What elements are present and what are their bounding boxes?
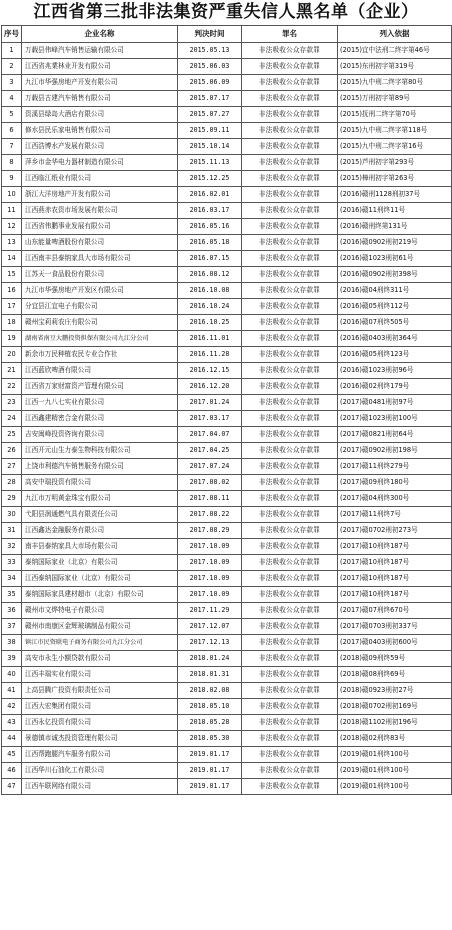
row-date-cell: 2018.05.10: [178, 699, 242, 715]
row-company-cell: 泰纳国际家业（北京）有限公司: [22, 555, 178, 571]
row-basis-cell: (2018)赣02刑终83号: [338, 731, 452, 747]
row-basis-cell: (2017)赣07刑终670号: [338, 603, 452, 619]
row-date-cell: 2016.10.24: [178, 299, 242, 315]
row-basis-cell: (2016)赣11刑终11号: [338, 203, 452, 219]
table-row: [2, 283, 452, 299]
row-company-cell: 南丰县泰纳家具大市场有限公司: [22, 539, 178, 555]
row-seq-cell: 10: [2, 187, 22, 203]
row-company-cell: 江西浩博水产发展有限公司: [22, 139, 178, 155]
row-crime-cell: 非法吸收公众存款罪: [242, 203, 338, 219]
row-seq-cell: 30: [2, 507, 22, 523]
row-seq-cell: 21: [2, 363, 22, 379]
row-crime-cell: 非法吸收公众存款罪: [242, 379, 338, 395]
row-basis-cell: (2015)芦刑初字第293号: [338, 155, 452, 171]
row-crime-cell: 非法吸收公众存款罪: [242, 443, 338, 459]
table-row: [2, 235, 452, 251]
row-basis-cell: (2015)抚刑二终字第70号: [338, 107, 452, 123]
row-crime-cell: 非法吸收公众存款罪: [242, 235, 338, 251]
row-basis-cell: (2016)赣1023刑初61号: [338, 251, 452, 267]
row-date-cell: 2016.05.16: [178, 219, 242, 235]
row-seq-cell: 15: [2, 267, 22, 283]
document-title: 江西省第三批非法集资严重失信人黑名单（企业）: [33, 2, 419, 22]
row-seq-cell: 36: [2, 603, 22, 619]
table-row: [2, 763, 452, 779]
row-date-cell: 2017.08.02: [178, 475, 242, 491]
table-row: [2, 475, 452, 491]
row-date-cell: 2015.10.14: [178, 139, 242, 155]
row-company-cell: 万载县伟峰汽车销售运输有限公司: [22, 43, 178, 59]
row-basis-cell: (2018)赣09刑终59号: [338, 651, 452, 667]
row-crime-cell: 非法吸收公众存款罪: [242, 91, 338, 107]
table-row: [2, 443, 452, 459]
row-crime-cell: 非法吸收公众存款罪: [242, 507, 338, 523]
table-row: [2, 171, 452, 187]
row-basis-cell: (2017)赣1023刑初100号: [338, 411, 452, 427]
row-seq-cell: 8: [2, 155, 22, 171]
row-crime-cell: 非法吸收公众存款罪: [242, 763, 338, 779]
row-basis-cell: (2016)赣刑1128刑初37号: [338, 187, 452, 203]
row-crime-cell: 非法吸收公众存款罪: [242, 459, 338, 475]
row-crime-cell: 非法吸收公众存款罪: [242, 363, 338, 379]
row-date-cell: 2017.04.25: [178, 443, 242, 459]
row-date-cell: 2017.03.17: [178, 411, 242, 427]
row-date-cell: 2017.10.09: [178, 539, 242, 555]
row-crime-cell: 非法吸收公众存款罪: [242, 331, 338, 347]
row-seq-cell: 26: [2, 443, 22, 459]
row-company-cell: 赣州市文烨特电子有限公司: [22, 603, 178, 619]
row-basis-cell: (2019)赣01刑终100号: [338, 763, 452, 779]
row-crime-cell: 非法吸收公众存款罪: [242, 251, 338, 267]
row-crime-cell: 非法吸收公众存款罪: [242, 299, 338, 315]
row-seq-cell: 11: [2, 203, 22, 219]
row-date-cell: 2017.10.09: [178, 571, 242, 587]
row-seq-cell: 3: [2, 75, 22, 91]
table-row: [2, 251, 452, 267]
table-row: [2, 91, 452, 107]
table-row: [2, 555, 452, 571]
row-company-cell: 江西帮跑腿汽车服务有限公司: [22, 747, 178, 763]
row-basis-cell: (2018)赣0923刑初27号: [338, 683, 452, 699]
row-date-cell: 2015.06.03: [178, 59, 242, 75]
row-company-cell: 万载县古建汽车销售有限公司: [22, 91, 178, 107]
row-seq-cell: 31: [2, 523, 22, 539]
row-seq-cell: 47: [2, 779, 22, 795]
table-row: [2, 267, 452, 283]
table-row: [2, 107, 452, 123]
row-crime-cell: 非法吸收公众存款罪: [242, 283, 338, 299]
table-row: [2, 395, 452, 411]
row-seq-cell: 20: [2, 347, 22, 363]
row-seq-cell: 12: [2, 219, 22, 235]
row-date-cell: 2017.10.09: [178, 555, 242, 571]
table-row: [2, 603, 452, 619]
row-basis-cell: (2015)宜中法刑二终字第46号: [338, 43, 452, 59]
row-seq-cell: 2: [2, 59, 22, 75]
row-date-cell: 2017.08.29: [178, 523, 242, 539]
table-row: [2, 43, 452, 59]
row-crime-cell: 非法吸收公众存款罪: [242, 43, 338, 59]
row-seq-cell: 34: [2, 571, 22, 587]
row-seq-cell: 1: [2, 43, 22, 59]
row-basis-cell: (2017)赣10刑终187号: [338, 587, 452, 603]
row-seq-cell: 24: [2, 411, 22, 427]
table-row: [2, 347, 452, 363]
row-seq-cell: 22: [2, 379, 22, 395]
row-crime-cell: 非法吸收公众存款罪: [242, 731, 338, 747]
table-row: [2, 523, 452, 539]
row-seq-cell: 35: [2, 587, 22, 603]
row-basis-cell: (2017)赣0821刑初64号: [338, 427, 452, 443]
row-company-cell: 江西车联网络有限公司: [22, 779, 178, 795]
row-company-cell: 江西一九八七实业有限公司: [22, 395, 178, 411]
row-date-cell: 2018.05.30: [178, 731, 242, 747]
row-basis-cell: (2017)赣11刑终279号: [338, 459, 452, 475]
table-row: [2, 187, 452, 203]
row-date-cell: 2019.01.17: [178, 747, 242, 763]
row-seq-cell: 7: [2, 139, 22, 155]
row-crime-cell: 非法吸收公众存款罪: [242, 699, 338, 715]
table-row: [2, 299, 452, 315]
table-row: [2, 331, 452, 347]
row-crime-cell: 非法吸收公众存款罪: [242, 619, 338, 635]
row-date-cell: 2017.07.24: [178, 459, 242, 475]
row-date-cell: 2015.09.11: [178, 123, 242, 139]
row-basis-cell: (2018)赣0702刑初169号: [338, 699, 452, 715]
row-company-cell: 江西泰纳国际家业（北京）有限公司: [22, 571, 178, 587]
row-company-cell: 江西省万家财富资产管理有限公司: [22, 379, 178, 395]
row-seq-cell: 6: [2, 123, 22, 139]
row-crime-cell: 非法吸收公众存款罪: [242, 395, 338, 411]
row-basis-cell: (2017)赣0403刑初600号: [338, 635, 452, 651]
row-basis-cell: (2017)赣0703刑初337号: [338, 619, 452, 635]
row-company-cell: 赣州宝莉莉农庄有限公司: [22, 315, 178, 331]
row-date-cell: 2016.07.15: [178, 251, 242, 267]
row-basis-cell: (2015)九中刑二终字第80号: [338, 75, 452, 91]
row-seq-cell: 23: [2, 395, 22, 411]
row-seq-cell: 42: [2, 699, 22, 715]
row-company-cell: 上高县腾广投资有限责任公司: [22, 683, 178, 699]
row-date-cell: 2015.07.27: [178, 107, 242, 123]
row-crime-cell: 非法吸收公众存款罪: [242, 715, 338, 731]
table-row: [2, 539, 452, 555]
row-basis-cell: (2018)赣08刑终69号: [338, 667, 452, 683]
row-company-cell: 江西省伟鹏事业发展有限公司: [22, 219, 178, 235]
row-basis-cell: (2016)赣1023刑初96号: [338, 363, 452, 379]
table-row: [2, 411, 452, 427]
row-basis-cell: (2017)赣0702刑初273号: [338, 523, 452, 539]
row-company-cell: 萍乡市金华电力器材制造有限公司: [22, 155, 178, 171]
row-crime-cell: 非法吸收公众存款罪: [242, 123, 338, 139]
table-row: [2, 219, 452, 235]
row-seq-cell: 16: [2, 283, 22, 299]
row-company-cell: 江西大宏集团有限公司: [22, 699, 178, 715]
row-seq-cell: 5: [2, 107, 22, 123]
row-company-cell: 新余市万民种植农民专业合作社: [22, 347, 178, 363]
row-crime-cell: 非法吸收公众存款罪: [242, 603, 338, 619]
row-basis-cell: (2015)万刑初字第89号: [338, 91, 452, 107]
table-row: [2, 427, 452, 443]
table-row: [2, 779, 452, 795]
row-seq-cell: 4: [2, 91, 22, 107]
row-basis-cell: (2015)樟刑初字第263号: [338, 171, 452, 187]
row-seq-cell: 41: [2, 683, 22, 699]
row-company-cell: 江西省兆業林业开发有限公司: [22, 59, 178, 75]
row-company-cell: 九江市华强房地产开发有限公司: [22, 75, 178, 91]
row-date-cell: 2017.01.24: [178, 395, 242, 411]
row-date-cell: 2016.03.17: [178, 203, 242, 219]
row-seq-cell: 39: [2, 651, 22, 667]
row-company-cell: 吉安闽峰投资咨询有限公司: [22, 427, 178, 443]
row-date-cell: 2017.08.11: [178, 491, 242, 507]
row-seq-cell: 17: [2, 299, 22, 315]
row-crime-cell: 非法吸收公众存款罪: [242, 219, 338, 235]
table-row: [2, 363, 452, 379]
table-row: [2, 651, 452, 667]
table-header-row: [2, 26, 452, 43]
row-date-cell: 2018.02.08: [178, 683, 242, 699]
row-seq-cell: 32: [2, 539, 22, 555]
row-seq-cell: 14: [2, 251, 22, 267]
row-date-cell: 2016.12.20: [178, 379, 242, 395]
row-date-cell: 2017.12.13: [178, 635, 242, 651]
row-date-cell: 2016.10.25: [178, 315, 242, 331]
row-company-cell: 江西燕赤农资市场发展有限公司: [22, 203, 178, 219]
row-basis-cell: (2018)赣1102刑初196号: [338, 715, 452, 731]
row-basis-cell: (2017)赣0902刑初198号: [338, 443, 452, 459]
row-basis-cell: (2015)东刑初字第319号: [338, 59, 452, 75]
row-seq-cell: 28: [2, 475, 22, 491]
table-row: [2, 315, 452, 331]
row-basis-cell: (2017)赣09刑终180号: [338, 475, 452, 491]
row-basis-cell: (2016)赣04刑终311号: [338, 283, 452, 299]
row-basis-cell: (2017)赣04刑终300号: [338, 491, 452, 507]
blacklist-table: [1, 25, 452, 795]
row-date-cell: 2017.12.07: [178, 619, 242, 635]
row-basis-cell: (2017)赣10刑终187号: [338, 571, 452, 587]
header-basis: 列入依据: [338, 26, 452, 43]
table-row: [2, 619, 452, 635]
row-company-cell: 景德镇市诚杰投资管理有限公司: [22, 731, 178, 747]
row-basis-cell: (2015)九中刑二终字第16号: [338, 139, 452, 155]
row-seq-cell: 37: [2, 619, 22, 635]
table-row: [2, 507, 452, 523]
row-seq-cell: 18: [2, 315, 22, 331]
row-basis-cell: (2016)赣刑终第131号: [338, 219, 452, 235]
row-crime-cell: 非法吸收公众存款罪: [242, 779, 338, 795]
row-company-cell: 江西鑫达金融服务有限公司: [22, 523, 178, 539]
table-row: [2, 715, 452, 731]
row-company-cell: 江西南丰县泰纳家具大市场有限公司: [22, 251, 178, 267]
row-date-cell: 2015.07.17: [178, 91, 242, 107]
row-company-cell: 高安中瑞投资有限公司: [22, 475, 178, 491]
row-company-cell: 九江市万明黄金珠宝有限公司: [22, 491, 178, 507]
table-row: [2, 699, 452, 715]
row-seq-cell: 44: [2, 731, 22, 747]
row-company-cell: 修水县民乐家电销售有限公司: [22, 123, 178, 139]
table-row: [2, 155, 452, 171]
row-company-cell: 江苏天一食品股份有限公司: [22, 267, 178, 283]
row-basis-cell: (2019)赣01刑终100号: [338, 779, 452, 795]
row-basis-cell: (2019)赣01刑终100号: [338, 747, 452, 763]
row-company-cell: 上饶市利德汽车销售服务有限公司: [22, 459, 178, 475]
row-date-cell: 2015.12.25: [178, 171, 242, 187]
header-company: 企业名称: [22, 26, 178, 43]
row-basis-cell: (2017)赣11刑终7号: [338, 507, 452, 523]
row-seq-cell: 40: [2, 667, 22, 683]
row-basis-cell: (2016)赣0403刑初364号: [338, 331, 452, 347]
row-crime-cell: 非法吸收公众存款罪: [242, 683, 338, 699]
table-row: [2, 75, 452, 91]
row-crime-cell: 非法吸收公众存款罪: [242, 587, 338, 603]
row-seq-cell: 29: [2, 491, 22, 507]
header-date: 判决时间: [178, 26, 242, 43]
row-crime-cell: 非法吸收公众存款罪: [242, 747, 338, 763]
row-company-cell: 江西鑫建精密合金有限公司: [22, 411, 178, 427]
row-crime-cell: 非法吸收公众存款罪: [242, 475, 338, 491]
table-row: [2, 683, 452, 699]
row-crime-cell: 非法吸收公众存款罪: [242, 651, 338, 667]
header-crime: 罪名: [242, 26, 338, 43]
table-row: [2, 747, 452, 763]
row-seq-cell: 13: [2, 235, 22, 251]
row-basis-cell: (2016)赣0902刑初398号: [338, 267, 452, 283]
row-seq-cell: 46: [2, 763, 22, 779]
row-date-cell: 2016.08.12: [178, 267, 242, 283]
row-crime-cell: 非法吸收公众存款罪: [242, 59, 338, 75]
row-crime-cell: 非法吸收公众存款罪: [242, 427, 338, 443]
row-company-cell: 江西开元山生力泰生物科技有限公司: [22, 443, 178, 459]
row-date-cell: 2015.06.09: [178, 75, 242, 91]
row-company-cell: 弋阳县润通燃气具有限责任公司: [22, 507, 178, 523]
table-row: [2, 667, 452, 683]
row-crime-cell: 非法吸收公众存款罪: [242, 155, 338, 171]
table-row: [2, 571, 452, 587]
table-row: [2, 59, 452, 75]
row-company-cell: 镇江市民资联电子商务有限公司九江分公司: [22, 635, 178, 651]
row-date-cell: 2018.05.28: [178, 715, 242, 731]
row-basis-cell: (2016)赣05刑终123号: [338, 347, 452, 363]
row-date-cell: 2019.01.17: [178, 763, 242, 779]
table-row: [2, 203, 452, 219]
row-company-cell: 山东能量啤酒股份有限公司: [22, 235, 178, 251]
row-company-cell: 江西临江纸业有限公司: [22, 171, 178, 187]
row-seq-cell: 25: [2, 427, 22, 443]
row-company-cell: 湖南省南豆大鹏投资担保有限公司九江分公司: [22, 331, 178, 347]
row-crime-cell: 非法吸收公众存款罪: [242, 267, 338, 283]
row-seq-cell: 27: [2, 459, 22, 475]
row-date-cell: 2015.05.13: [178, 43, 242, 59]
row-basis-cell: (2016)赣05刑终112号: [338, 299, 452, 315]
row-crime-cell: 非法吸收公众存款罪: [242, 667, 338, 683]
row-crime-cell: 非法吸收公众存款罪: [242, 171, 338, 187]
row-date-cell: 2016.05.18: [178, 235, 242, 251]
row-company-cell: 江西丰瑞实业有限公司: [22, 667, 178, 683]
row-crime-cell: 非法吸收公众存款罪: [242, 523, 338, 539]
row-company-cell: 分宜县江宜电子有限公司: [22, 299, 178, 315]
table-row: [2, 379, 452, 395]
row-basis-cell: (2016)赣07刑终505号: [338, 315, 452, 331]
row-basis-cell: (2017)赣10刑终187号: [338, 555, 452, 571]
row-crime-cell: 非法吸收公众存款罪: [242, 347, 338, 363]
row-crime-cell: 非法吸收公众存款罪: [242, 187, 338, 203]
table-row: [2, 731, 452, 747]
row-seq-cell: 19: [2, 331, 22, 347]
table-row: [2, 123, 452, 139]
row-company-cell: 泰纳国际家具建材超市（北京）有限公司: [22, 587, 178, 603]
row-crime-cell: 非法吸收公众存款罪: [242, 107, 338, 123]
row-seq-cell: 45: [2, 747, 22, 763]
row-basis-cell: (2017)赣10刑终187号: [338, 539, 452, 555]
row-company-cell: 高安市永生小额贷款有限公司: [22, 651, 178, 667]
table-body: [2, 43, 452, 795]
row-seq-cell: 38: [2, 635, 22, 651]
row-date-cell: 2016.10.08: [178, 283, 242, 299]
table-row: [2, 635, 452, 651]
row-date-cell: 2016.02.01: [178, 187, 242, 203]
table-row: [2, 139, 452, 155]
table-row: [2, 587, 452, 603]
row-basis-cell: (2016)赣02刑终179号: [338, 379, 452, 395]
row-seq-cell: 33: [2, 555, 22, 571]
row-company-cell: 浙江大洋房地产开发有限公司: [22, 187, 178, 203]
table-row: [2, 491, 452, 507]
row-crime-cell: 非法吸收公众存款罪: [242, 571, 338, 587]
row-crime-cell: 非法吸收公众存款罪: [242, 491, 338, 507]
row-basis-cell: (2017)赣0481刑初97号: [338, 395, 452, 411]
row-date-cell: 2019.01.17: [178, 779, 242, 795]
row-basis-cell: (2016)赣0902刑初219号: [338, 235, 452, 251]
table-row: [2, 459, 452, 475]
row-crime-cell: 非法吸收公众存款罪: [242, 75, 338, 91]
row-crime-cell: 非法吸收公众存款罪: [242, 539, 338, 555]
row-crime-cell: 非法吸收公众存款罪: [242, 635, 338, 651]
row-date-cell: 2017.11.29: [178, 603, 242, 619]
row-seq-cell: 9: [2, 171, 22, 187]
row-company-cell: 江西华川石油化工有限公司: [22, 763, 178, 779]
row-date-cell: 2017.10.09: [178, 587, 242, 603]
row-company-cell: 资溪县绿岛大酒店有限公司: [22, 107, 178, 123]
header-seq: 序号: [2, 26, 22, 43]
row-date-cell: 2016.12.15: [178, 363, 242, 379]
row-date-cell: 2016.11.01: [178, 331, 242, 347]
row-date-cell: 2017.08.22: [178, 507, 242, 523]
row-company-cell: 江西永亿投资有限公司: [22, 715, 178, 731]
row-seq-cell: 43: [2, 715, 22, 731]
row-date-cell: 2017.04.07: [178, 427, 242, 443]
row-company-cell: 九江市华强房地产开发区有限公司: [22, 283, 178, 299]
row-crime-cell: 非法吸收公众存款罪: [242, 411, 338, 427]
row-crime-cell: 非法吸收公众存款罪: [242, 139, 338, 155]
row-company-cell: 赣州市南康区金辉玻璃制品有限公司: [22, 619, 178, 635]
row-company-cell: 江西蓝欣啤酒有限公司: [22, 363, 178, 379]
row-date-cell: 2018.01.24: [178, 651, 242, 667]
row-basis-cell: (2015)九中刑二终字第118号: [338, 123, 452, 139]
row-crime-cell: 非法吸收公众存款罪: [242, 555, 338, 571]
row-date-cell: 2015.11.13: [178, 155, 242, 171]
row-crime-cell: 非法吸收公众存款罪: [242, 315, 338, 331]
row-date-cell: 2018.01.31: [178, 667, 242, 683]
row-date-cell: 2016.11.28: [178, 347, 242, 363]
